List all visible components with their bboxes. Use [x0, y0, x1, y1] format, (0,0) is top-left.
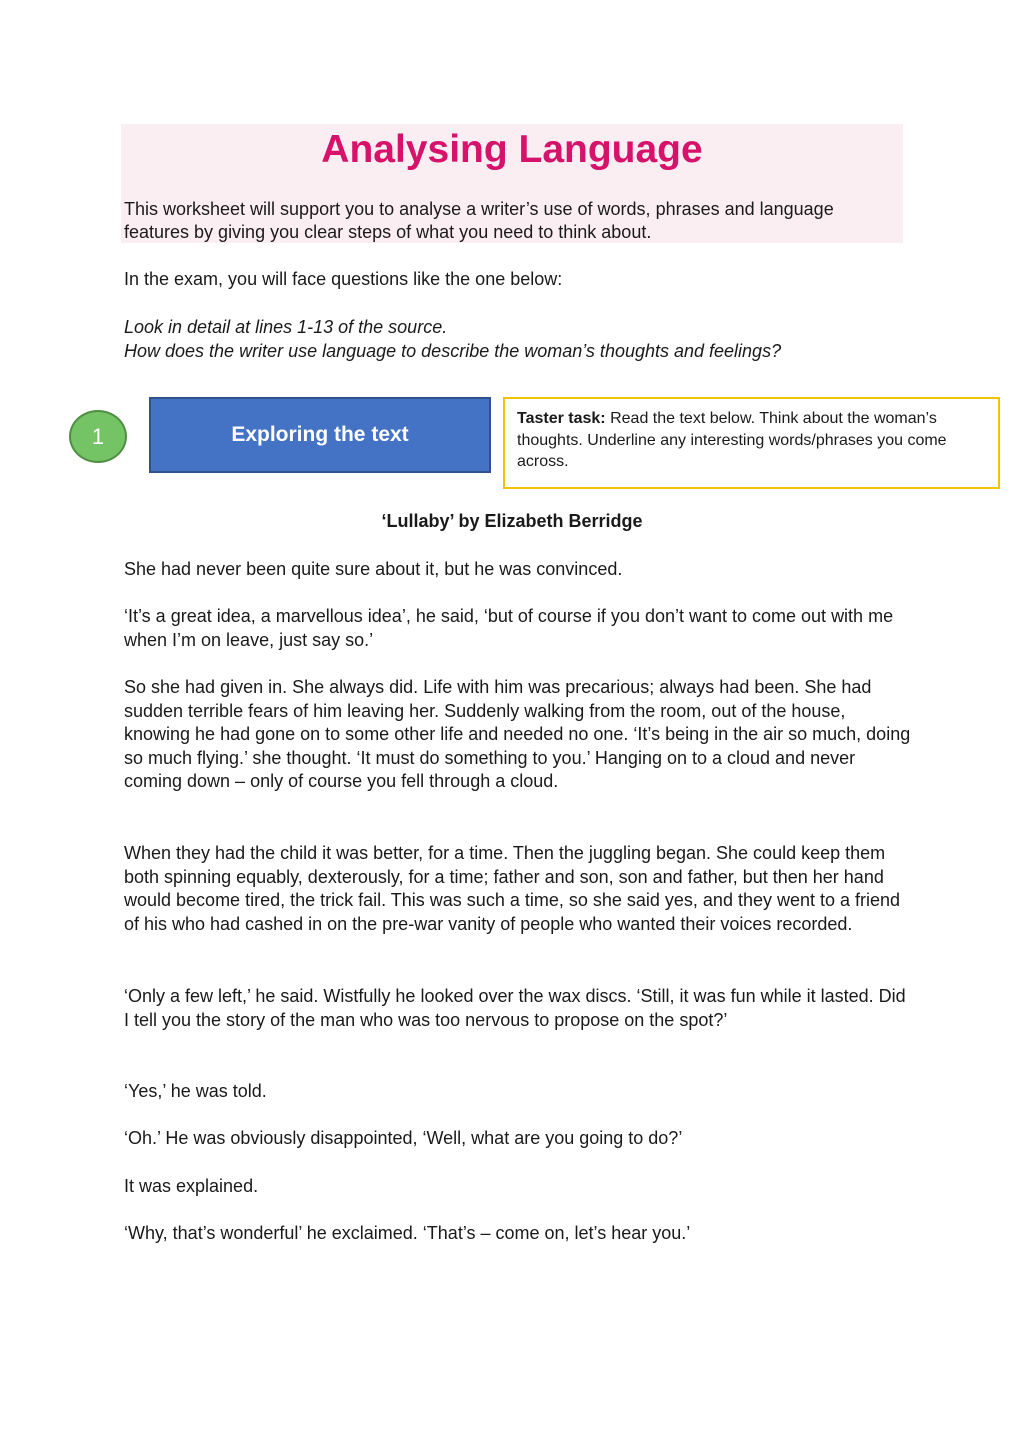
intro-text: This worksheet will support you to analyse a writer’s use of words, phrases and language features by giving you clear steps of what you need to think about.	[124, 199, 834, 242]
source-paragraph: It was explained.	[124, 1176, 259, 1196]
taster-task-box	[503, 397, 1000, 489]
source-paragraph: ‘Oh.’ He was obviously disappointed, ‘Well, what are you going to do?’	[124, 1128, 683, 1148]
source-paragraph: She had never been quite sure about it, but he was convinced.	[124, 559, 623, 579]
page-title: Analysing Language	[321, 128, 703, 171]
exam-question-line-2: How does the writer use language to describe the woman’s thoughts and feelings?	[124, 341, 782, 361]
source-paragraph: ‘Why, that’s wonderful’ he exclaimed. ‘That’s – come on, let’s hear you.’	[124, 1223, 691, 1243]
taster-task-text: Read the text below. Think about the woman’s thoughts. Underline any interesting words/phrases you come across.	[517, 410, 947, 470]
exam-lead: In the exam, you will face questions like the one below:	[124, 269, 563, 289]
step-number-badge: 1	[69, 410, 127, 463]
taster-task-heading: Taster task:	[517, 410, 606, 427]
source-paragraph: So she had given in. She always did. Life with him was precarious; always had been. She had sudden terrible fears of him leaving her. Suddenly walking from the room, out of the house, knowing he had gone on to some other life and needed no one. ‘It’s being in the air so much, doing so much flying.’ she thought. ‘It must do something to you.’ Hanging on to a cloud and never coming down – only of course you fell through a cloud.	[124, 677, 911, 792]
source-paragraph: ‘Only a few left,’ he said. Wistfully he looked over the wax discs. ‘Still, it was fun while it lasted. Did I tell you the story of the man who was too nervous to propose on the spot?’	[124, 986, 906, 1030]
exam-question-line-1: Look in detail at lines 1-13 of the source.	[124, 317, 448, 337]
step-heading-box: Exploring the text	[149, 397, 491, 473]
source-title: ‘Lullaby’ by Elizabeth Berridge	[381, 511, 643, 531]
source-paragraph: ‘It’s a great idea, a marvellous idea’, he said, ‘but of course if you don’t want to come out with me when I’m on leave, just say so.’	[124, 606, 894, 650]
source-paragraph: ‘Yes,’ he was told.	[124, 1081, 267, 1101]
source-paragraph: When they had the child it was better, for a time. Then the juggling began. She could keep them both spinning equably, dexterously, for a time; father and son, son and father, but then her hand would become tired, the trick fail. This was such a time, so she said yes, and they went to a friend of his who had cashed in on the pre-war vanity of people who wanted their voices recorded.	[124, 843, 901, 934]
